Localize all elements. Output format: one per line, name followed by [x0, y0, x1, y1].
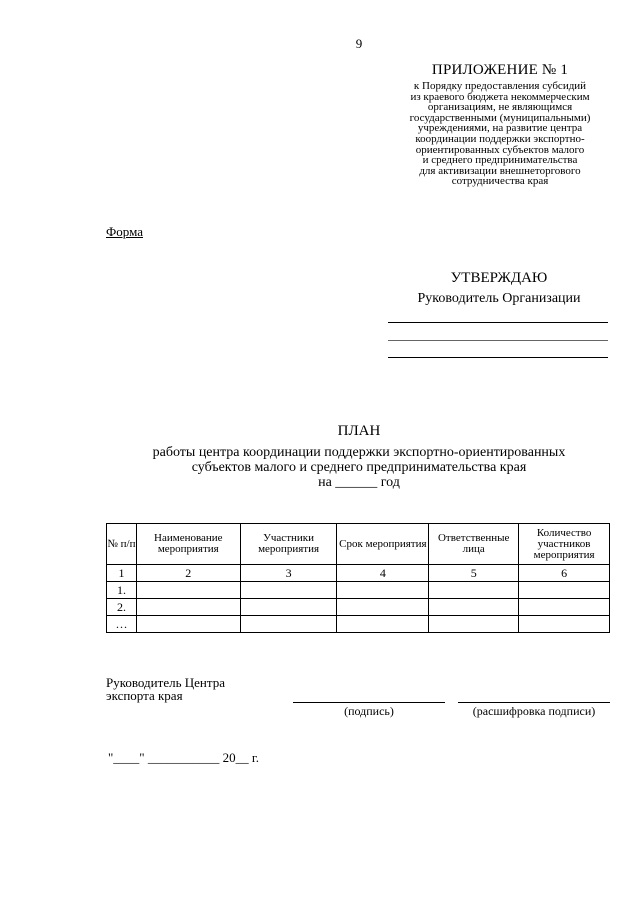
- table-cell: [429, 616, 519, 633]
- plan-table: [106, 523, 610, 633]
- table-row: [107, 582, 610, 599]
- approve-signature-line: [388, 322, 608, 323]
- table-cell: [337, 599, 429, 616]
- appendix-line: из краевого бюджета некоммерческим: [410, 90, 590, 103]
- appendix-line: для активизации внешнеторгового: [419, 164, 581, 177]
- signer-line: экспорта края: [106, 688, 183, 703]
- plan-subtitle-line: субъектов малого и среднего предпринимательства края: [191, 460, 527, 475]
- table-cell: [240, 582, 337, 599]
- row-number: 2.: [107, 599, 137, 616]
- appendix-line: к Порядку предоставления субсидий: [413, 80, 587, 92]
- appendix-line: организациям, не являющимся: [427, 101, 573, 114]
- appendix-description: [380, 81, 620, 187]
- header-cell-count: Количество участников мероприятия: [519, 524, 610, 565]
- appendix-title: ПРИЛОЖЕНИЕ № 1: [431, 62, 569, 78]
- plan-subtitle-line: работы центра координации поддержки экспортно-ориентированных: [152, 445, 566, 460]
- table-cell: [429, 582, 519, 599]
- approve-subtitle: Руководитель Организации: [417, 291, 581, 306]
- table-cell: [519, 582, 610, 599]
- header-cell-name: Наименование мероприятия: [136, 524, 240, 565]
- table-cell: [136, 616, 240, 633]
- appendix-line: и среднего предпринимательства: [422, 154, 578, 167]
- header-cell-responsible: Ответственные лица: [429, 524, 519, 565]
- appendix-line: государственными (муниципальными): [409, 111, 591, 124]
- plan-title: ПЛАН: [337, 423, 381, 439]
- column-number: 5: [429, 565, 519, 582]
- approve-title: УТВЕРЖДАЮ: [450, 270, 548, 286]
- header-cell-deadline: Срок мероприятия: [337, 524, 429, 565]
- table-cell: [240, 616, 337, 633]
- column-number: 6: [519, 565, 610, 582]
- table-cell: [337, 582, 429, 599]
- column-number: 3: [240, 565, 337, 582]
- column-number: 4: [337, 565, 429, 582]
- table-cell: [429, 599, 519, 616]
- appendix-line: ориентированных субъектов малого: [415, 143, 585, 156]
- plan-subtitle-line: на ______ год: [318, 475, 400, 490]
- signature-decode-line: [458, 702, 610, 703]
- header-cell-number: № п/п: [107, 524, 137, 565]
- page-number: 9: [355, 36, 363, 51]
- table-row: [107, 599, 610, 616]
- row-number: …: [107, 616, 137, 633]
- form-label: Форма: [106, 224, 143, 239]
- column-number: 2: [136, 565, 240, 582]
- signer-line: Руководитель Центра: [106, 675, 225, 690]
- header-cell-participants: Участники мероприятия: [240, 524, 337, 565]
- appendix-line: сотрудничества края: [451, 175, 549, 188]
- appendix-line: координации поддержки экспортно-: [415, 132, 585, 145]
- appendix-line: учреждениями, на развитие центра: [417, 122, 583, 135]
- signer-title: [106, 676, 225, 702]
- table-cell: [136, 599, 240, 616]
- plan-subtitle: [110, 445, 608, 490]
- table-cell: [519, 616, 610, 633]
- table-cell: [519, 599, 610, 616]
- column-number: 1: [107, 565, 137, 582]
- column-number-row: [107, 565, 610, 582]
- approve-signature-line: [388, 357, 608, 358]
- signature-caption: (подпись): [344, 704, 394, 718]
- table-cell: [136, 582, 240, 599]
- signature-decode-caption: (расшифровка подписи): [472, 704, 596, 718]
- table-row: [107, 616, 610, 633]
- row-number: 1.: [107, 582, 137, 599]
- table-cell: [337, 616, 429, 633]
- table-cell: [240, 599, 337, 616]
- table-header-row: [107, 524, 610, 565]
- signature-line: [293, 702, 445, 703]
- date-line: "____" ___________ 20__ г.: [108, 750, 259, 765]
- approve-signature-line: [388, 340, 608, 341]
